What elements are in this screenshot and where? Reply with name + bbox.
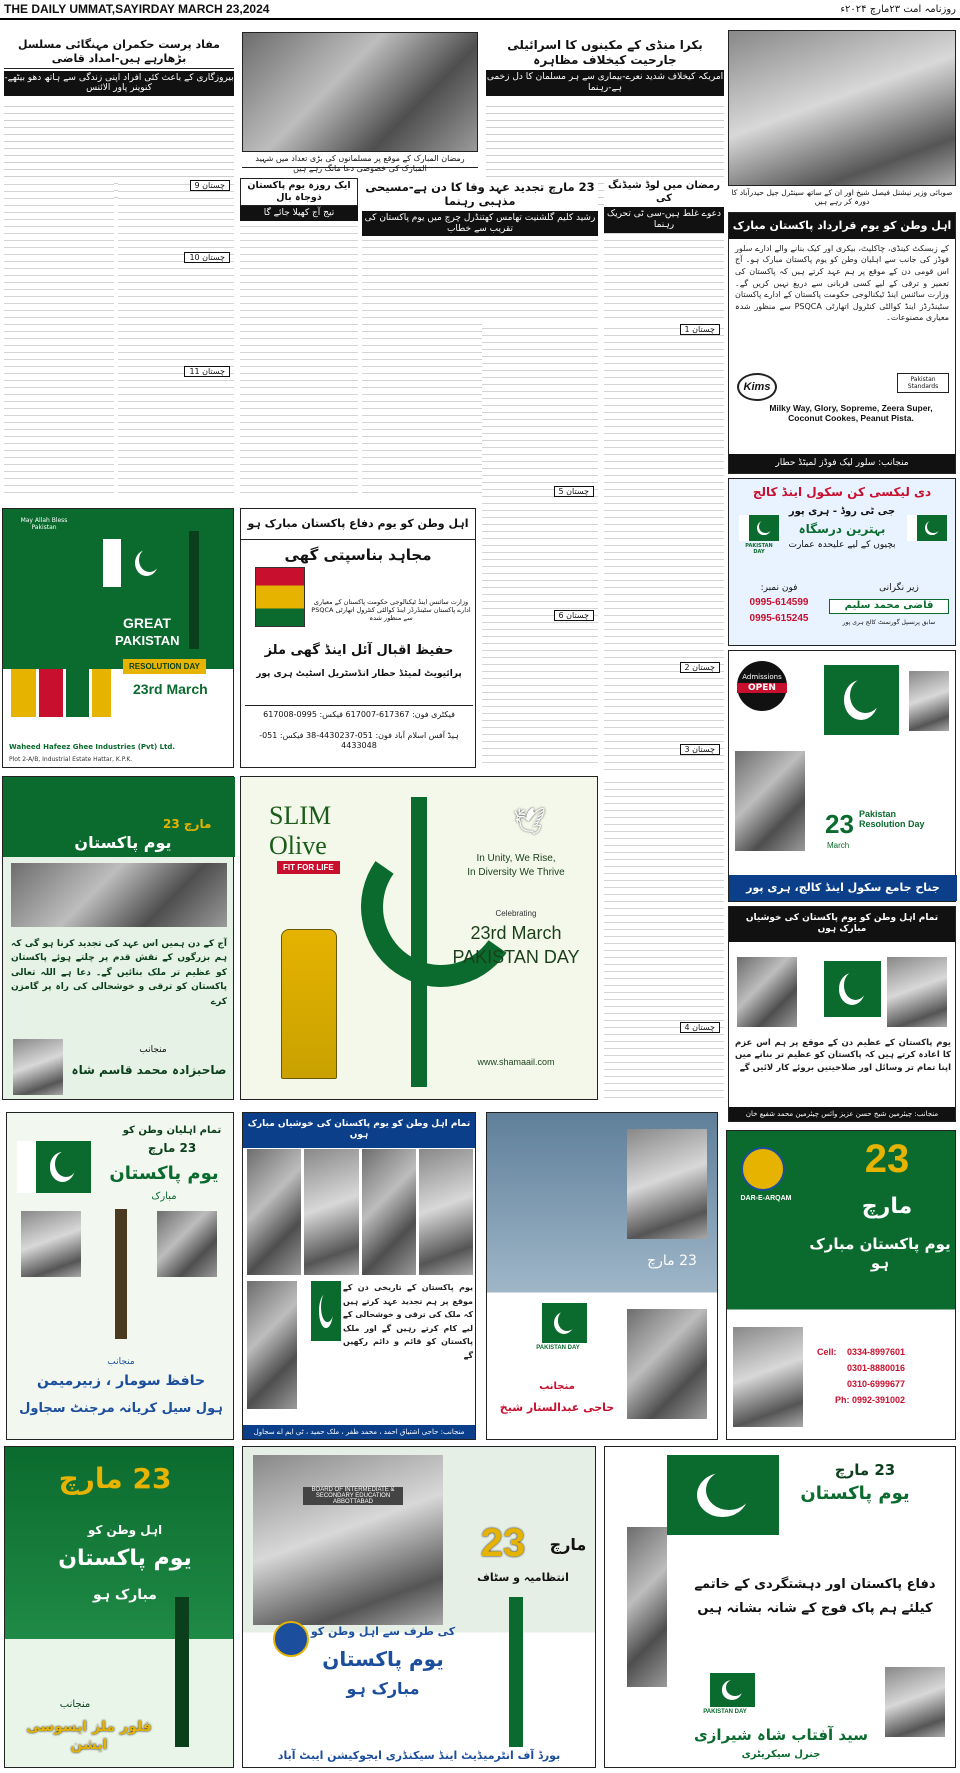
- sheikh-badge: PAKISTAN DAY: [536, 1345, 580, 1351]
- flour-ad: [4, 1446, 234, 1768]
- board-minar-icon: [509, 1597, 523, 1747]
- ghee-company-sub: پرائیویٹ لمیٹڈ حطار انڈسٹریل اسٹیٹ ہری پور: [256, 669, 462, 679]
- group-photo-2: [304, 1149, 358, 1275]
- greet-right-photo-right: [887, 957, 947, 1027]
- group-flag: [301, 1281, 341, 1341]
- story-3-subhead: امریکہ کیخلاف شدید نعرے-بیماری سے ہر مسلمان کا دل زخمی ہے-رہنما: [486, 70, 724, 96]
- sumar-greet: تمام اہلیان وطن کو: [122, 1125, 222, 1136]
- ramzan-story: [604, 178, 724, 318]
- dilax-patron: قاضی محمد سلیم: [829, 599, 949, 614]
- olive-fit: FIT FOR LIFE: [277, 861, 340, 874]
- crescent-icon: [348, 814, 533, 999]
- greet-right-title: تمام اہل وطن کو یوم پاکستان کی خوشیاں مبارک ہوں: [729, 907, 955, 942]
- dilax-tagline: بہترین درسگاہ: [798, 522, 886, 536]
- greet-right-flag: [805, 961, 881, 1017]
- dilax-badge: PAKISTAN DAY: [745, 543, 773, 555]
- flour-greet: اہل وطن کو: [87, 1523, 163, 1537]
- sheikh-from-label: منجانب: [539, 1381, 575, 1392]
- story-3-headline: بکرا منڈی کے مکینوں کا اسرائیلی جارحیت کیخلاف مظاہرہ: [507, 38, 703, 67]
- army-line-2: کیلئے ہم پاک فوج کے شانہ بشانہ ہیں: [697, 1601, 933, 1616]
- masthead-left: THE DAILY UMMAT,SAYIRDAY MARCH 23,2024: [4, 2, 270, 16]
- ghee-title: اہل وطن کو یوم دفاع پاکستان مبارک ہو: [241, 509, 475, 540]
- waheed-company: Waheed Hafeez Ghee Industries (Pvt) Ltd.: [9, 743, 176, 751]
- march23-subhead: رشید کلیم گلشنیت تھامس کھتنڈرل چرچ میں یوم پاکستان کی تقریب سے خطاب: [362, 211, 598, 237]
- pml-from: صاحبزادہ محمد قاسم شاہ: [71, 1063, 227, 1077]
- story-1-headline: مفاد پرست حکمران مہنگائی مسلسل بڑھارہے ہیں-امداد قاضی: [4, 36, 234, 69]
- greet-right-ad: [728, 906, 956, 1122]
- flour-from: فلور ملز ایسوسی ایشن: [26, 1719, 152, 1753]
- col-far-left: [4, 178, 114, 496]
- flour-mubarak: مبارک ہو: [93, 1587, 157, 1603]
- story-4-photo: [728, 30, 956, 186]
- ghee-ad: [240, 508, 476, 768]
- army-line-1: دفاع پاکستان اور دہشتگردی کے خاتمے: [694, 1577, 936, 1592]
- puzzle-3: چستان 3: [680, 744, 720, 755]
- puzzle-11: چستان 11: [184, 366, 230, 377]
- sumar-date: 23 مارچ: [147, 1141, 197, 1155]
- dilax-address: جی ٹی روڈ - ہری پور: [788, 506, 896, 517]
- puzzle-10: چستان 10: [184, 252, 230, 263]
- olive-brand: SLIM Olive: [269, 801, 332, 860]
- story-2-caption: رمضان المبارک کے موقع پر مسلمانوں کی بڑی تعداد میں شہید المبارک کی خصوصی دعا مانگ رہے ہیں: [242, 154, 478, 168]
- ghee-company: حفیظ اقبال آئل اینڈ گھی ملز: [264, 643, 454, 658]
- ghee-tin-icon: [255, 567, 305, 627]
- sheikh-badge-flag: [527, 1303, 587, 1343]
- kims-products: Milky Way, Glory, Sopreme, Zeera Super, Coconut Cookes, Peanut Pista.: [769, 402, 933, 423]
- army-soldier-photo: [627, 1527, 667, 1687]
- puzzle-1: چستان 1: [680, 324, 720, 335]
- arqam-phone-3: 0310-6999677: [847, 1379, 906, 1389]
- board-building-photo: [253, 1455, 443, 1625]
- dilax-phone-label: فون نمبر:: [760, 583, 798, 593]
- group-title: تمام اہل وطن کو یوم پاکستان کی خوشیاں مبارک ہوں: [243, 1113, 475, 1148]
- board-building-label: BOARD OF INTERMEDIATE & SECONDARY EDUCATION ABBOTTABAD: [303, 1487, 403, 1505]
- greet-right-message: یوم پاکستان کے عظیم دن کے موقع پر ہم اس عزم کا اعادہ کرتے ہیں کہ پاکستان کو عظیم تر بنانے میں اپنا تمام تر وسائل اور صلاحیتیں بروئے کار لائیں گے: [735, 1038, 951, 1073]
- puzzles-mid-col: [482, 322, 598, 768]
- sheikh-date: 23 مارچ: [647, 1253, 697, 1269]
- jinnah-open-label: OPEN: [737, 683, 787, 693]
- arqam-month: مارچ: [861, 1194, 913, 1219]
- army-date: 23 مارچ: [834, 1461, 896, 1479]
- dilax-sub: بچیوں کے لیے علیحدہ عمارت: [788, 540, 896, 551]
- story-1-subhead: بیروزگاری کے باعث کئی افراد اپنی زندگی سے ہاتھ دھو بیٹھے-کنوینر پاور الائنس: [4, 71, 234, 97]
- arqam-logo: DAR-E-ARQAM: [740, 1195, 792, 1202]
- kims-body: کے زبسکٹ کینڈی، چاکلیٹ، بیکری اور کیک بنانے والے ادارے سلور فوڈز کی جانب سے اہلیان وطن کو یوم پاکستان مبارک ہو۔ آج اس قومی دن کے موقع پر ہم عہد کرتے ہیں کہ پاکستان کی تعمیر و ترقی کے لیے کسی قربانی سے دریغ نہیں کریں گے۔ وزارت سائنس اینڈ ٹیکنالوجی حکومت پاکستان کے ادارے پاکستان سٹینڈرڈز اینڈ کوالٹی کنٹرول اتھارٹی PSQCA سے منظور شدہ معیاری مصنوعات۔: [735, 243, 950, 323]
- dilax-patron-sub: سابق پرنسپل گورنمنٹ کالج ہری پور: [842, 619, 936, 626]
- kims-ad: [728, 212, 956, 474]
- dilax-phone-2: 0995-615245: [749, 613, 809, 624]
- pml-patron-photo: [13, 1039, 63, 1095]
- group-photo-4: [419, 1149, 473, 1275]
- army-badge-flag: [695, 1673, 755, 1707]
- olive-ad: [240, 776, 598, 1100]
- sheikh-ad: [486, 1112, 718, 1440]
- army-youm: یوم پاکستان: [800, 1483, 910, 1504]
- ramzan-subhead: دعوے غلط ہیں-سی ٹی تحریک رہنما: [604, 207, 724, 233]
- youm-story: [240, 178, 358, 496]
- kims-footer: منجانب: سلور لیک فوڈز لمیٹڈ حطار: [729, 454, 955, 473]
- olive-bottle-icon: [281, 929, 337, 1079]
- kims-logo: Kims: [737, 373, 777, 401]
- dilax-patron-label: زیر نگرانی: [879, 583, 919, 593]
- group-photos-top: [247, 1149, 473, 1275]
- minar-icon: [189, 531, 199, 649]
- olive-day2: PAKISTAN DAY: [452, 947, 580, 967]
- group-photo-5: [247, 1281, 297, 1409]
- waheed-date: 23rd March: [133, 681, 208, 697]
- story-3: [486, 36, 724, 176]
- sumar-from-label: منجانب: [107, 1357, 135, 1367]
- jinnah-portrait: [909, 671, 949, 731]
- youm-headline: ایک روزہ یوم پاکستان ذوجاہ بال: [240, 178, 358, 206]
- board-month: مارچ: [549, 1535, 587, 1554]
- olive-url: www.shamaail.com: [477, 1057, 555, 1067]
- jinnah-admissions: [737, 661, 787, 711]
- arqam-ad: [726, 1130, 956, 1440]
- dilax-flag-right: [907, 515, 947, 541]
- puzzles-right-low: [604, 776, 724, 1104]
- waheed-great: GREAT: [123, 615, 171, 631]
- board-greet: کی طرف سے اہل وطن کو: [310, 1625, 456, 1638]
- board-staff: انتظامیہ و سٹاف: [477, 1571, 569, 1584]
- olive-dove-icon: 🕊: [513, 807, 547, 837]
- arqam-youm: یوم پاکستان مبارک ہو: [809, 1235, 951, 1272]
- sumar-from: حافظ سومار ، زبیرمیمن: [36, 1373, 206, 1389]
- jinnah-title: جناح جامع سکول اینڈ کالج، ہری پور: [729, 875, 957, 901]
- army-badge: PAKISTAN DAY: [703, 1709, 747, 1715]
- ghee-factory: فیکٹری فون: 617367-617007 فیکس: 0995-617008: [245, 705, 473, 720]
- army-ad: [604, 1446, 956, 1768]
- sumar-shop: ہول سیل کریانہ مرجنٹ سجاول: [19, 1401, 223, 1416]
- kims-std-label: Pakistan Standards: [897, 373, 949, 393]
- puzzles-left: [118, 178, 234, 496]
- sumar-minar-icon: [115, 1209, 127, 1339]
- ghee-approved: وزارت سائنس اینڈ ٹیکنالوجی حکومت پاکستان کے معیاری ادارے پاکستان سٹینڈرڈز اینڈ کوالٹی کنٹرول اتھارٹی PSQCA سے منظور شدہ: [311, 598, 471, 622]
- pml-date: 23 مارچ: [163, 817, 212, 831]
- puzzle-4: چستان 4: [680, 1022, 720, 1033]
- story-1: [4, 36, 234, 174]
- sheikh-from: حاجی عبدالستار شیخ: [499, 1401, 615, 1414]
- ghee-brand: مجاہد بناسپتی گھی: [284, 545, 432, 564]
- pml-from-label: منجانب: [139, 1045, 167, 1055]
- jinnah-resolution: Pakistan Resolution Day: [859, 809, 925, 829]
- dilax-ad: [728, 478, 956, 646]
- story-4-caption: صوبائی وزیر نیشنل فیصل شیخ اور ان کے ساتھ سینٹرل جیل حیدرآباد کا دورہ کر رہے ہیں: [731, 188, 953, 206]
- flour-youm: یوم پاکستان: [58, 1546, 192, 1571]
- group-footer: منجانب: حاجی اشتیاق احمد ، محمد ظفر ، ملک حمید ، ٹی ایم اے سجاول: [243, 1425, 475, 1439]
- waheed-flag: [103, 539, 173, 587]
- olive-motto-2: In Diversity We Thrive: [467, 867, 565, 878]
- sumar-youm: یوم پاکستان: [109, 1163, 219, 1184]
- dilax-phone-1: 0995-614599: [749, 597, 809, 608]
- olive-day1: 23rd March: [470, 923, 562, 943]
- jinnah-flag: [799, 665, 899, 735]
- jinnah-admissions-label: Admissions: [742, 673, 782, 681]
- pml-message: آج کے دن ہمیں اس عہد کی تجدید کرنا ہو گی کہ ہم بزرگوں کے نقش قدم پر چلتے ہوئے پاکستان کو عظیم تر ملک بنائیں گے۔ دعا ہے اللہ تعالی پاکستان کو ترقی و خوشحالی کی راہ پر گامزن کرے: [11, 939, 227, 1007]
- sheikh-photo: [627, 1309, 707, 1419]
- puzzles-right: [604, 322, 724, 772]
- masthead: [0, 0, 960, 20]
- army-name: سید آفتاب شاہ شیرازی: [694, 1726, 868, 1745]
- puzzle-9: چستان 9: [190, 180, 230, 191]
- sheikh-jinnah-photo: [627, 1129, 707, 1239]
- waheed-address: Plot 2-A/B, Industrial Estate Hattar, K.P.K.: [9, 756, 133, 763]
- pml-youm: یوم پاکستان: [74, 833, 172, 852]
- ramzan-headline: رمضان میں لوڈ شیڈنگ کی: [604, 178, 724, 207]
- arqam-phone-2: 0301-8880016: [847, 1363, 906, 1373]
- sumar-mubarak: مبارک: [151, 1191, 177, 1202]
- jinnah-date-num: 23: [825, 809, 854, 839]
- arqam-date: 23: [864, 1137, 910, 1181]
- board-footer: بورڈ آف انٹرمیڈیٹ اینڈ سیکنڈری ایجوکیشن ایبٹ آباد: [277, 1749, 561, 1763]
- greet-right-footer: منجانب: چیئرمین شیخ حسن عزیز وائس چیئرمین محمد شفیع خان: [729, 1107, 955, 1121]
- board-date: 23: [480, 1521, 526, 1565]
- army-title: جنرل سیکریٹری: [741, 1749, 821, 1760]
- arqam-phone-1: 0334-8997601: [847, 1347, 906, 1357]
- puzzle-6: چستان 6: [554, 610, 594, 621]
- board-mubarak: مبارک ہو: [346, 1679, 420, 1698]
- board-ad: [242, 1446, 596, 1768]
- greet-right-photo-left: [737, 957, 797, 1027]
- story-2-photo: [242, 32, 478, 152]
- flour-date: 23 مارچ: [58, 1462, 172, 1495]
- flour-minar-icon: [175, 1597, 189, 1747]
- sumar-iqbal-portrait: [21, 1211, 81, 1277]
- sumar-flag: [17, 1141, 91, 1193]
- waheed-resolution: RESOLUTION DAY: [123, 659, 206, 674]
- dilax-flag-left: [739, 515, 779, 541]
- jinnah-school-ad: [728, 650, 956, 902]
- jinnah-principal-photo: [735, 751, 805, 851]
- arqam-phone-label: Cell:: [817, 1347, 837, 1357]
- sumar-jinnah-portrait: [157, 1211, 217, 1277]
- minar-pakistan-icon: [411, 797, 427, 1087]
- flour-from-label: منجانب: [59, 1699, 91, 1710]
- youm-subhead: تیج آج کھیلا جائے گا: [240, 206, 358, 221]
- dilax-title: دی لیکسی کن سکول اینڈ کالج: [752, 485, 932, 499]
- pml-ad: [2, 776, 234, 1100]
- group-ad: [242, 1112, 476, 1440]
- arqam-logo-icon: [741, 1147, 785, 1191]
- ghee-office: ہیڈ آفس اسلام آباد فون: 051-4430237-38 فیکس: 051-4433048: [259, 731, 459, 750]
- group-photo-3: [362, 1149, 416, 1275]
- jinnah-month: March: [827, 841, 850, 850]
- puzzle-5: چستان 5: [554, 486, 594, 497]
- march23-headline: 23 مارچ تجدید عہد وفا کا دن ہے-مسیحی مذہبی رہنما: [362, 178, 598, 211]
- waheed-blessing: May Allah Bless Pakistan: [20, 517, 68, 531]
- arqam-ph: Ph: 0992-391002: [835, 1395, 906, 1405]
- group-photo-1: [247, 1149, 301, 1275]
- army-flag: [629, 1455, 779, 1535]
- group-poem: یوم پاکستان کے تاریخی دن کے موقع پر ہم تجدید عہد کرتے ہیں کہ ملک کی ترقی و خوشحالی کے لیے کام کرتے رہیں گے اور ملک پاکستان کو قائم و دائم رکھیں گے: [343, 1283, 473, 1360]
- masthead-right: روزنامہ امت ۲۳مارچ ۲۰۲۴ء: [840, 3, 956, 15]
- board-youm: یوم پاکستان: [322, 1647, 444, 1671]
- arqam-photo: [733, 1327, 803, 1427]
- kims-title: اہل وطن کو یوم قرارداد پاکستان مبارک: [729, 213, 955, 239]
- waheed-pakistan: PAKISTAN: [115, 633, 180, 648]
- sumar-ad: [6, 1112, 234, 1440]
- waheed-products: [11, 669, 111, 717]
- olive-celebrating: Celebrating: [495, 909, 537, 918]
- pml-leaders-photos: [11, 863, 227, 927]
- waheed-ad: [2, 508, 234, 768]
- puzzle-2: چستان 2: [680, 662, 720, 673]
- olive-motto-1: In Unity, We Rise,: [476, 853, 556, 864]
